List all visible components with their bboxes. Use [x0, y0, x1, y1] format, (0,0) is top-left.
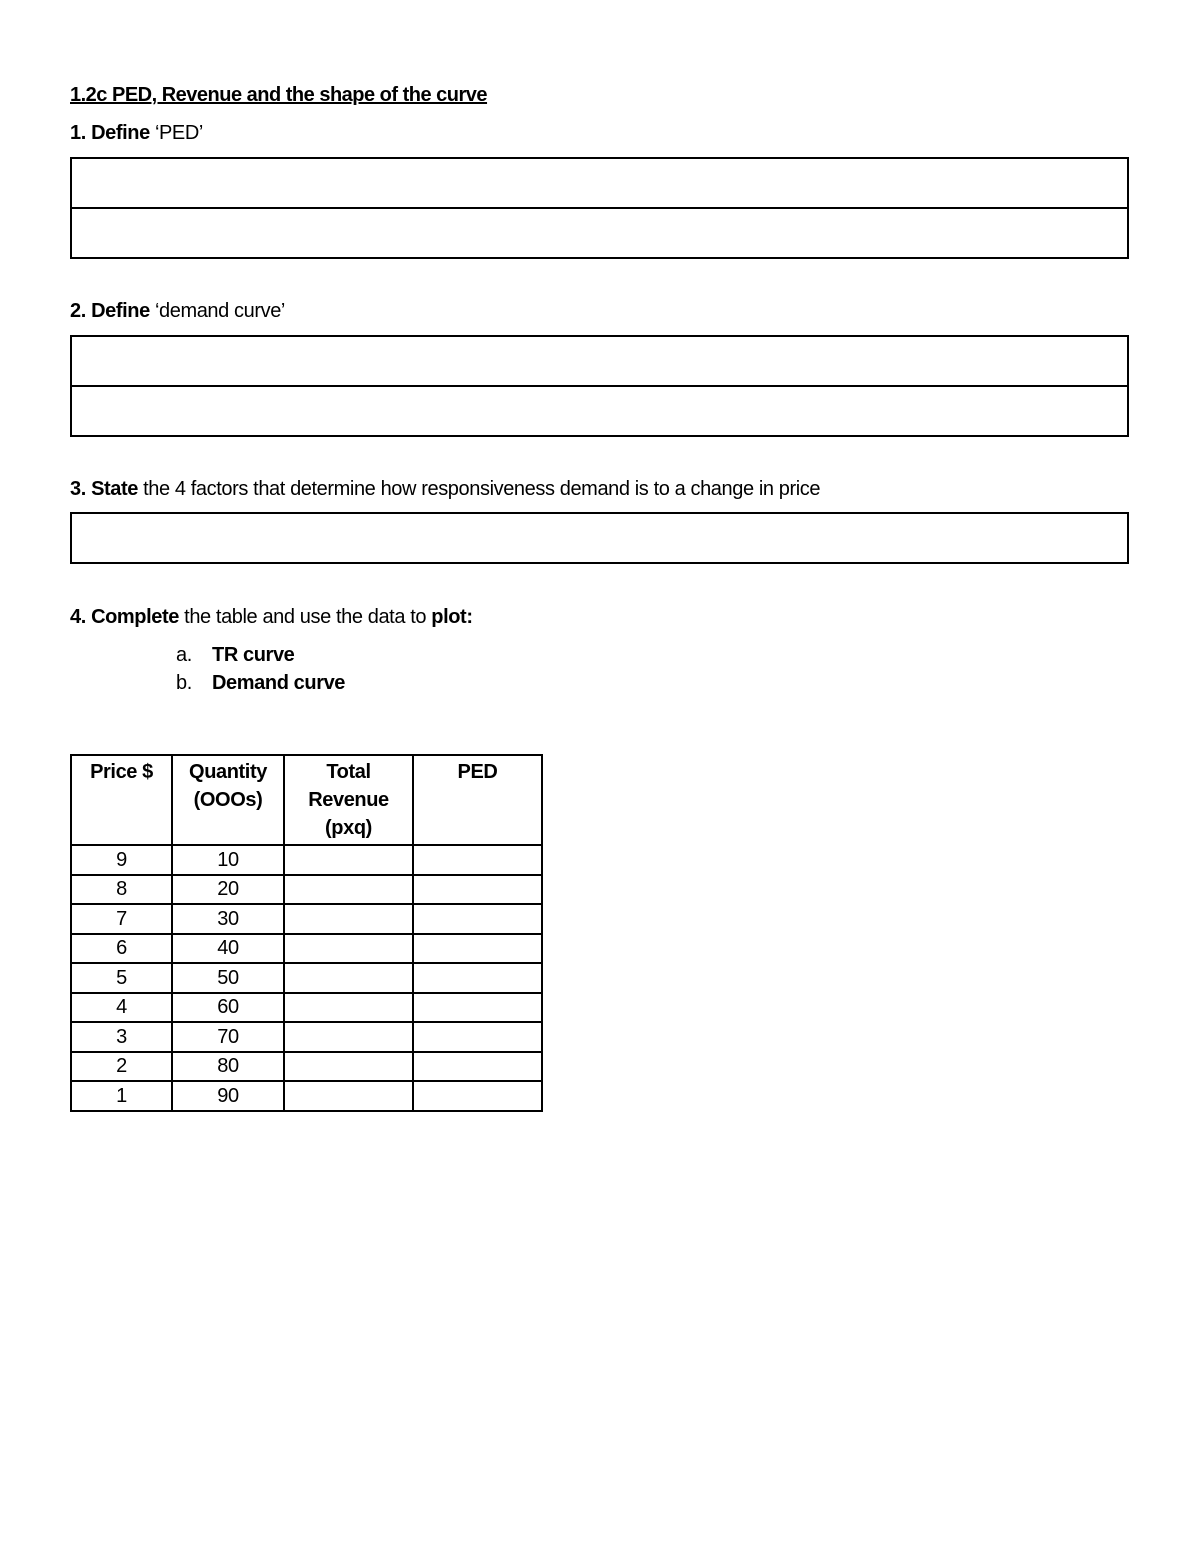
header-quantity: Quantity (OOOs)	[172, 755, 284, 845]
question-1-text: ‘PED’	[149, 122, 203, 144]
table-row	[71, 875, 542, 905]
question-2-command: Define	[91, 300, 150, 322]
table-row	[71, 993, 542, 1023]
question-3-text: the 4 factors that determine how responsiveness demand is to a change in price	[137, 478, 821, 500]
question-4	[70, 606, 473, 629]
plot-list-label: Demand curve	[212, 672, 346, 694]
quantity-cell: 70	[172, 1022, 284, 1052]
question-1-command: Define	[91, 122, 150, 144]
total-revenue-cell[interactable]	[284, 904, 413, 934]
price-cell: 7	[71, 904, 172, 934]
header-total-revenue: Total Revenue (pxq)	[284, 755, 413, 845]
quantity-cell: 90	[172, 1081, 284, 1111]
table-row	[71, 963, 542, 993]
question-4-colon: :	[466, 606, 473, 628]
ped-cell[interactable]	[413, 963, 542, 993]
question-1-number: 1.	[70, 122, 86, 144]
question-4-number: 4.	[70, 606, 86, 628]
plot-list-item	[176, 672, 345, 700]
ped-cell[interactable]	[413, 904, 542, 934]
question-2	[70, 300, 285, 323]
ped-cell[interactable]	[413, 845, 542, 875]
price-cell: 2	[71, 1052, 172, 1082]
ped-cell[interactable]	[413, 993, 542, 1023]
question-4-text: the table and use the data to	[179, 606, 432, 628]
plot-list-marker: b.	[176, 672, 192, 694]
ped-cell[interactable]	[413, 1081, 542, 1111]
total-revenue-cell[interactable]	[284, 963, 413, 993]
table-row	[71, 934, 542, 964]
answer-line[interactable]	[72, 159, 1127, 209]
question-4-command-2: plot	[431, 606, 467, 628]
table-row	[71, 1081, 542, 1111]
answer-line[interactable]	[72, 337, 1127, 387]
price-cell: 6	[71, 934, 172, 964]
ped-cell[interactable]	[413, 1022, 542, 1052]
question-3-number: 3.	[70, 478, 86, 500]
price-cell: 4	[71, 993, 172, 1023]
table-row	[71, 845, 542, 875]
quantity-cell: 10	[172, 845, 284, 875]
header-ped: PED	[413, 755, 542, 845]
total-revenue-cell[interactable]	[284, 1081, 413, 1111]
total-revenue-cell[interactable]	[284, 934, 413, 964]
ped-cell[interactable]	[413, 1052, 542, 1082]
total-revenue-cell[interactable]	[284, 993, 413, 1023]
header-price: Price $	[71, 755, 172, 845]
table-header-row	[71, 755, 542, 845]
plot-list-item	[176, 644, 345, 672]
quantity-cell: 80	[172, 1052, 284, 1082]
question-3	[70, 478, 820, 501]
total-revenue-cell[interactable]	[284, 875, 413, 905]
price-cell: 3	[71, 1022, 172, 1052]
plot-list-marker: a.	[176, 644, 192, 666]
quantity-cell: 40	[172, 934, 284, 964]
ped-cell[interactable]	[413, 934, 542, 964]
question-3-command: State	[91, 478, 138, 500]
quantity-cell: 60	[172, 993, 284, 1023]
plot-list-label: TR curve	[212, 644, 295, 666]
question-1	[70, 122, 203, 145]
answer-box-1[interactable]	[70, 157, 1129, 259]
table-row	[71, 1052, 542, 1082]
price-cell: 5	[71, 963, 172, 993]
price-cell: 9	[71, 845, 172, 875]
answer-line[interactable]	[72, 514, 1127, 562]
question-2-number: 2.	[70, 300, 86, 322]
ped-cell[interactable]	[413, 875, 542, 905]
question-2-text: ‘demand curve’	[149, 300, 285, 322]
quantity-cell: 50	[172, 963, 284, 993]
answer-box-3[interactable]	[70, 512, 1129, 564]
table-row	[71, 1022, 542, 1052]
answer-line[interactable]	[72, 209, 1127, 257]
plot-list	[176, 644, 345, 700]
price-quantity-table	[70, 754, 543, 1112]
answer-line[interactable]	[72, 387, 1127, 435]
total-revenue-cell[interactable]	[284, 1052, 413, 1082]
quantity-cell: 20	[172, 875, 284, 905]
total-revenue-cell[interactable]	[284, 1022, 413, 1052]
price-cell: 8	[71, 875, 172, 905]
answer-box-2[interactable]	[70, 335, 1129, 437]
worksheet-title: 1.2c PED, Revenue and the shape of the curve	[70, 84, 488, 106]
total-revenue-cell[interactable]	[284, 845, 413, 875]
table-row	[71, 904, 542, 934]
question-4-command: Complete	[91, 606, 179, 628]
price-cell: 1	[71, 1081, 172, 1111]
quantity-cell: 30	[172, 904, 284, 934]
